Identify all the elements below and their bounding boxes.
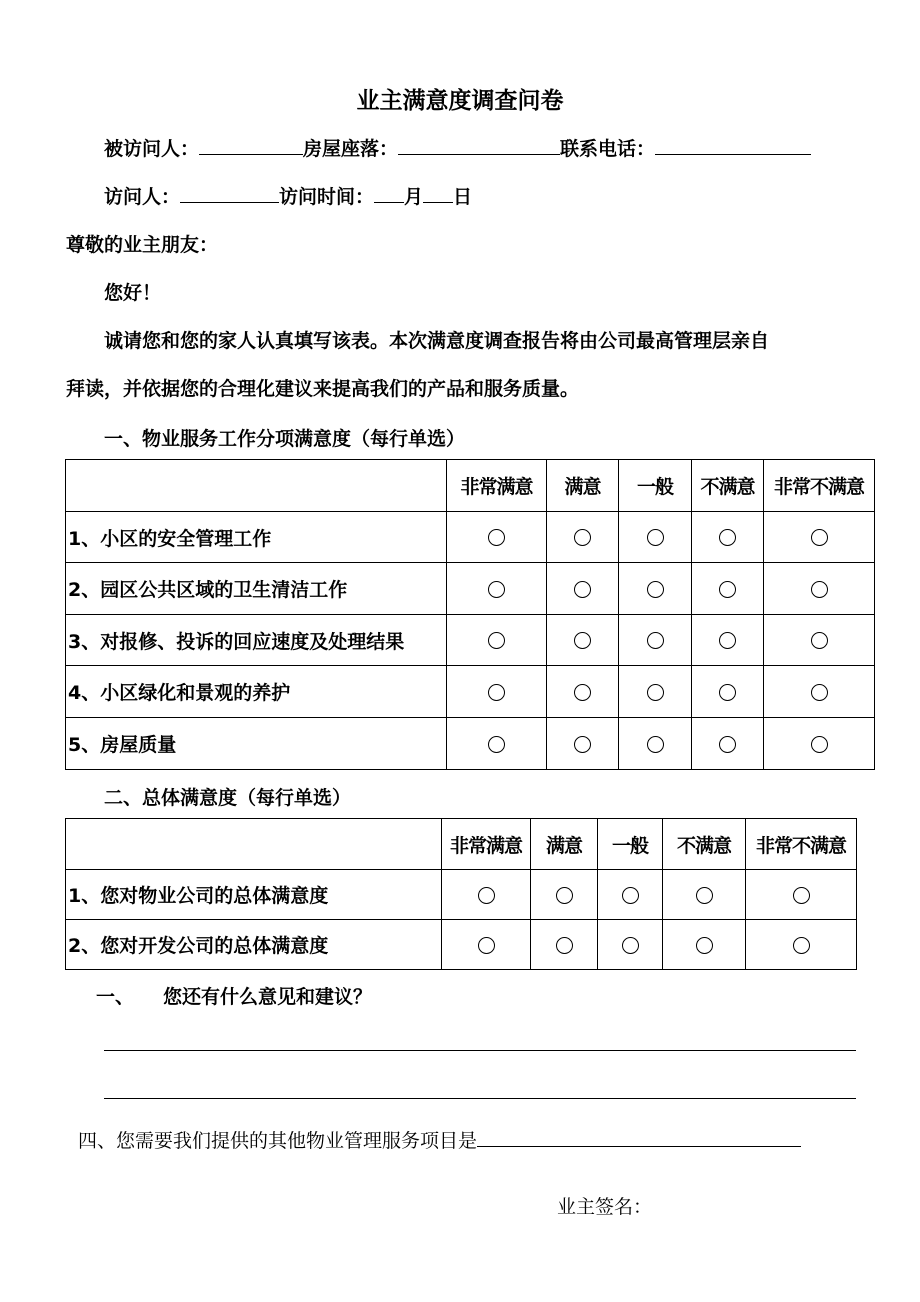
table-header-row: [66, 460, 875, 512]
month-label: 月: [404, 186, 424, 208]
radio-option[interactable]: [811, 736, 828, 753]
table-row: [66, 615, 875, 666]
row-label: 2、园区公共区域的卫生清洁工作: [66, 563, 447, 615]
row-label: 5、房屋质量: [66, 718, 447, 770]
info-line-2: [104, 182, 472, 209]
house-label: 房屋座落：: [303, 138, 399, 160]
radio-option[interactable]: [488, 581, 505, 598]
table-row: [66, 563, 875, 615]
phone-label: 联系电话：: [560, 138, 656, 160]
radio-option[interactable]: [556, 937, 573, 954]
interviewee-label: 被访问人：: [104, 138, 200, 160]
radio-option[interactable]: [574, 581, 591, 598]
radio-option[interactable]: [793, 937, 810, 954]
col-very-satisfied: 非常满意: [447, 460, 547, 512]
month-field[interactable]: [374, 184, 404, 203]
row-label: 1、您对物业公司的总体满意度: [66, 870, 442, 920]
radio-option[interactable]: [488, 529, 505, 546]
radio-option[interactable]: [488, 736, 505, 753]
col-very-dissatisfied: 非常不满意: [746, 819, 857, 870]
row-label: 2、您对开发公司的总体满意度: [66, 920, 442, 970]
greeting: 尊敬的业主朋友：: [66, 234, 219, 256]
section1-table: [65, 459, 875, 770]
table-row: [66, 512, 875, 563]
radio-option[interactable]: [574, 684, 591, 701]
radio-option[interactable]: [647, 581, 664, 598]
table-row: [66, 666, 875, 718]
col-neutral: 一般: [619, 460, 692, 512]
radio-option[interactable]: [647, 632, 664, 649]
radio-option[interactable]: [719, 529, 736, 546]
section2-heading: 二、总体满意度（每行单选）: [104, 787, 352, 809]
hello: 您好！: [104, 282, 162, 304]
radio-option[interactable]: [478, 887, 495, 904]
page-title: 业主满意度调查问卷: [356, 88, 564, 114]
intro-line-1: 诚请您和您的家人认真填写该表。本次满意度调查报告将由公司最高管理层亲自: [104, 330, 770, 352]
house-location-field[interactable]: [398, 136, 560, 155]
section3-question: 您还有什么意见和建议？: [163, 986, 373, 1008]
info-line-1: [104, 134, 811, 161]
radio-option[interactable]: [647, 684, 664, 701]
phone-field[interactable]: [655, 136, 811, 155]
radio-option[interactable]: [696, 887, 713, 904]
col-very-dissatisfied: 非常不满意: [764, 460, 875, 512]
radio-option[interactable]: [811, 632, 828, 649]
radio-option[interactable]: [811, 529, 828, 546]
col-satisfied: 满意: [531, 819, 598, 870]
section3-number: 一、: [96, 986, 135, 1008]
visit-time-label: 访问时间：: [279, 186, 375, 208]
radio-option[interactable]: [719, 632, 736, 649]
visitor-field[interactable]: [180, 184, 279, 203]
section4-question-text: 四、您需要我们提供的其他物业管理服务项目是: [78, 1130, 478, 1152]
radio-option[interactable]: [574, 632, 591, 649]
radio-option[interactable]: [719, 684, 736, 701]
radio-option[interactable]: [478, 937, 495, 954]
radio-option[interactable]: [574, 529, 591, 546]
visitor-label: 访问人：: [104, 186, 181, 208]
table-row: [66, 870, 857, 920]
radio-option[interactable]: [719, 581, 736, 598]
radio-option[interactable]: [647, 736, 664, 753]
table-row: [66, 920, 857, 970]
radio-option[interactable]: [793, 887, 810, 904]
interviewee-field[interactable]: [199, 136, 303, 155]
col-dissatisfied: 不满意: [692, 460, 764, 512]
row-label: 4、小区绿化和景观的养护: [66, 666, 447, 718]
header-blank-cell: [66, 819, 442, 870]
radio-option[interactable]: [811, 684, 828, 701]
radio-option[interactable]: [622, 937, 639, 954]
row-label: 3、对报修、投诉的回应速度及处理结果: [66, 615, 447, 666]
col-very-satisfied: 非常满意: [442, 819, 531, 870]
section4-answer-field[interactable]: [477, 1128, 801, 1147]
radio-option[interactable]: [574, 736, 591, 753]
answer-line-2[interactable]: [104, 1098, 856, 1099]
table-row: [66, 718, 875, 770]
day-label: 日: [453, 186, 473, 208]
section4-question: [78, 1126, 801, 1153]
owner-signature-label: 业主签名：: [557, 1196, 653, 1218]
col-dissatisfied: 不满意: [663, 819, 746, 870]
radio-option[interactable]: [488, 632, 505, 649]
section2-table: [65, 818, 857, 970]
day-field[interactable]: [423, 184, 453, 203]
radio-option[interactable]: [647, 529, 664, 546]
radio-option[interactable]: [811, 581, 828, 598]
col-satisfied: 满意: [547, 460, 619, 512]
answer-line-1[interactable]: [104, 1050, 856, 1051]
intro-line-2: 拜读，并依据您的合理化建议来提高我们的产品和服务质量。: [66, 378, 580, 400]
row-label: 1、小区的安全管理工作: [66, 512, 447, 563]
header-blank-cell: [66, 460, 447, 512]
table-header-row: [66, 819, 857, 870]
section1-heading: 一、物业服务工作分项满意度（每行单选）: [104, 428, 466, 450]
radio-option[interactable]: [556, 887, 573, 904]
radio-option[interactable]: [719, 736, 736, 753]
radio-option[interactable]: [622, 887, 639, 904]
col-neutral: 一般: [598, 819, 663, 870]
radio-option[interactable]: [696, 937, 713, 954]
radio-option[interactable]: [488, 684, 505, 701]
